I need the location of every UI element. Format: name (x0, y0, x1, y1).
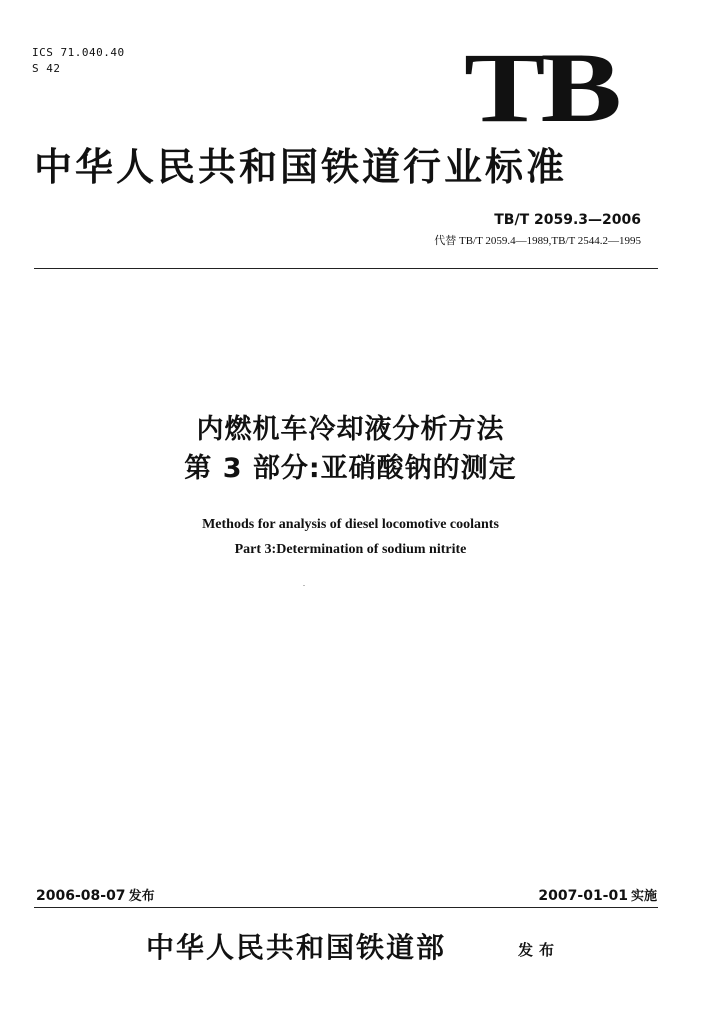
implementation-date-label: 实施 (630, 889, 657, 904)
publisher-action: 发布 (518, 941, 561, 959)
ccs-code: S 42 (32, 62, 61, 75)
publisher: 中华人民共和国铁道部 (146, 931, 447, 964)
tb-logo: TB (464, 32, 617, 143)
implementation-date-value: 2007-01-01 (538, 888, 628, 904)
issue-date-label: 发布 (128, 889, 155, 904)
title-chinese-line-1: 内燃机车冷却液分析方法 (196, 414, 505, 445)
issue-date (36, 887, 155, 906)
ics-code: ICS 71.040.40 (32, 46, 125, 59)
standard-number: TB/T 2059.3—2006 (494, 212, 641, 228)
issue-date-value: 2006-08-07 (36, 888, 126, 904)
scan-speck (303, 585, 305, 586)
bottom-divider (34, 907, 658, 908)
replaces-note: 代替 TB/T 2059.4—1989,TB/T 2544.2—1995 (434, 235, 641, 247)
title-chinese-line-2: 第 3 部分:亚硝酸钠的测定 (184, 453, 517, 484)
implementation-date (538, 887, 657, 906)
top-divider (34, 268, 658, 269)
title-english-line-2: Part 3:Determination of sodium nitrite (234, 542, 467, 557)
issuing-body-heading: 中华人民共和国铁道行业标准 (34, 144, 568, 189)
title-english-line-1: Methods for analysis of diesel locomotive coolants (202, 517, 499, 532)
